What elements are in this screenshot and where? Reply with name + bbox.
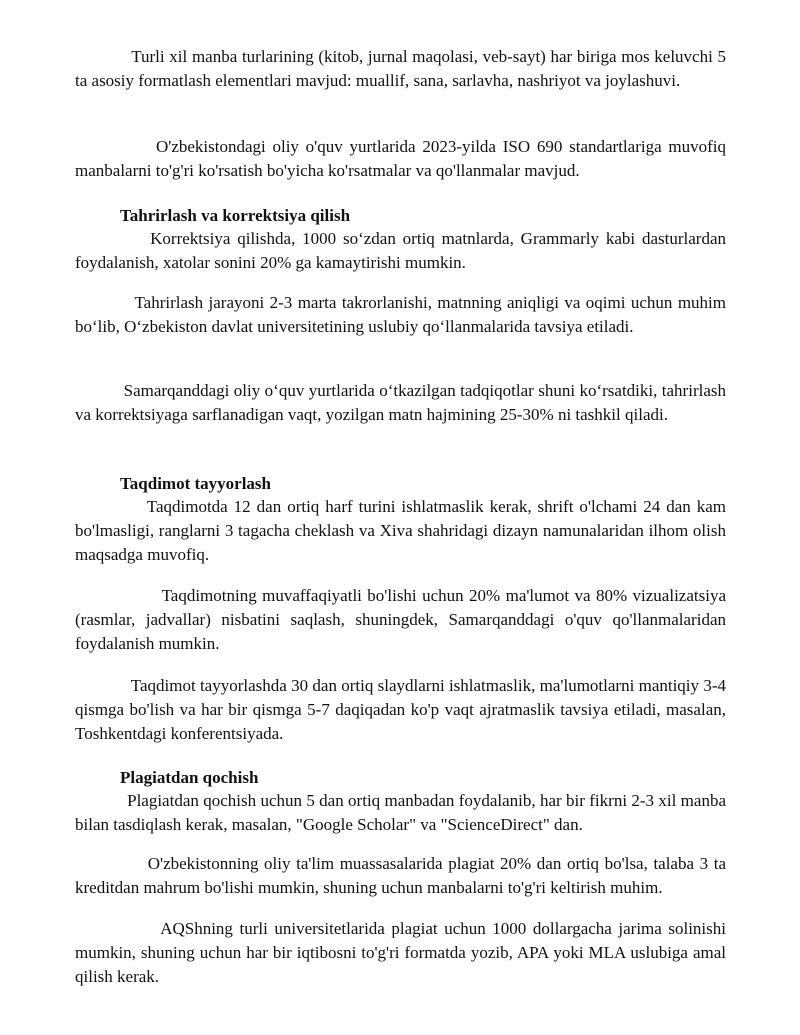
paragraph-sources-verification: Plagiatdan qochish uchun 5 dan ortiq manbadan foydalanib, har bir fikrni 2-3 xil manba bilan tasdiqlash kerak, masalan, "Google Scholar" va "ScienceDirect" dan. — [75, 791, 726, 834]
heading-presentation: Taqdimot tayyorlash — [120, 474, 271, 493]
paragraph-slides-count: Taqdimot tayyorlashda 30 dan ortiq slaydlarni ishlatmaslik, ma'lumotlarni mantiqiy 3-4 qismga bo'lish va har bir qismga 5-7 daqiqadan ko'p vaqt ajratmaslik tavsiya etiladi, masalan, Toshkentdagi konferentsiyada. — [75, 676, 726, 743]
paragraph-editing-process: Tahrirlash jarayoni 2-3 marta takrorlanishi, matnning aniqligi va oqimi uchun muhim bo‘lib, O‘zbekiston davlat universitetining uslubiy qo‘llanmalarida tavsiya etiladi. — [75, 293, 726, 336]
heading-editing-proofreading: Tahrirlash va korrektsiya qilish — [120, 206, 351, 225]
paragraph-uzbekistan-plagiarism: O'zbekistonning oliy ta'lim muassasalarida plagiat 20% dan ortiq bo'lsa, talaba 3 ta kreditdan mahrum bo'lishi mumkin, shuning uchun manbalarni to'g'ri keltirish muhim. — [75, 854, 726, 897]
paragraph-usa-plagiarism: AQShning turli universitetlarida plagiat uchun 1000 dollargacha jarima solinishi mumkin, shuning uchun har bir iqtibosni to'g'ri formatda yozib, APA yoki MLA uslubiga amal qilish kerak. — [75, 919, 726, 986]
paragraph-fonts-colors: Taqdimotda 12 dan ortiq harf turini ishlatmaslik kerak, shrift o'lchami 24 dan kam bo'lmasligi, ranglarni 3 tagacha cheklash va Xiva shahridagi dizayn namunalaridan ilhom olish maqsadga muvofiq. — [75, 497, 726, 564]
heading-plagiarism: Plagiatdan qochish — [120, 768, 259, 787]
paragraph-visualization-ratio: Taqdimotning muvaffaqiyatli bo'lishi uchun 20% ma'lumot va 80% vizualizatsiya (rasmlar, jadvallar) nisbatini saqlash, shuningdek, Samarqanddagi o'quv qo'llanmalaridan foydalanish mumkin. — [75, 586, 726, 653]
paragraph-samarkand-research: Samarqanddagi oliy o‘quv yurtlarida o‘tkazilgan tadqiqotlar shuni ko‘rsatdiki, tahrirlash va korrektsiyaga sarflanadigan vaqt, yozilgan matn hajmining 25-30% ni tashkil qiladi. — [75, 381, 726, 424]
paragraph-source-formatting: Turli xil manba turlarining (kitob, jurnal maqolasi, veb-sayt) har biriga mos keluvchi 5 ta asosiy formatlash elementlari mavjud: muallif, sana, sarlavha, nashriyot va joylashuvi. — [75, 47, 726, 90]
paragraph-iso-690: O'zbekistondagi oliy o'quv yurtlarida 2023-yilda ISO 690 standartlariga muvofiq manbalarni to'g'ri ko'rsatish bo'yicha ko'rsatmalar va qo'llanmalar mavjud. — [75, 137, 726, 180]
paragraph-grammarly: Korrektsiya qilishda, 1000 so‘zdan ortiq matnlarda, Grammarly kabi dasturlardan foydalanish, xatolar sonini 20% ga kamaytirishi mumkin. — [75, 229, 726, 272]
